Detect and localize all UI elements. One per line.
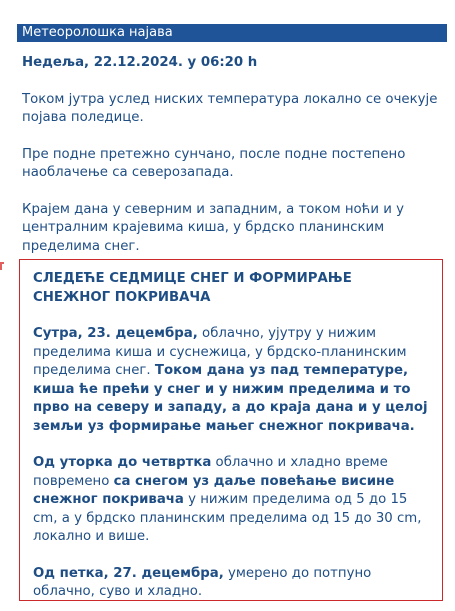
forecast-paragraph: Током јутра услед ниских температура локално се очекује појава поледице. — [22, 91, 438, 125]
alert-lead: Сутра, 23. децембра, — [33, 326, 198, 341]
alert-text: облачно и хладно време повремено — [33, 455, 388, 489]
alert-title: СЛЕДЕЋЕ СЕДМИЦЕ СНЕГ И ФОРМИРАЊЕ СНЕЖНОГ ПОКРИВАЧА — [33, 271, 352, 305]
forecast-section — [22, 54, 440, 274]
page-header — [17, 24, 447, 42]
alert-emphasis: Током дана уз пад температуре, киша ће прећи у снег и у нижим пределима и то прво на северу и западу, а до краја дана и у целој земљи уз формирање мањег снежног покривача. — [33, 363, 428, 434]
alert-paragraph-midweek — [33, 454, 432, 547]
forecast-paragraph: Пре подне претежно сунчано, после подне постепено наоблачење са северозапада. — [22, 146, 406, 180]
alert-paragraph-tomorrow — [33, 325, 432, 436]
alert-text: умерено до потпуно облачно, суво и хладно. — [33, 565, 372, 599]
alert-text: облачно, ујутру у нижим пределима киша и суснежица, у брдско-планинским пределима снег. — [33, 326, 407, 378]
alert-emphasis: са снегом уз даље повећање висине снежног покривача — [33, 473, 395, 507]
forecast-date: Недеља, 22.12.2024. у 06:20 h — [22, 55, 258, 70]
alert-corner-mark — [0, 262, 4, 270]
alert-box — [19, 259, 443, 601]
alert-text: у нижим пределима од 5 до 15 cm, а у брдско планинским пределима од 15 до 30 cm, локално и више. — [33, 492, 422, 544]
alert-paragraph-friday — [33, 565, 432, 602]
header-title: Метеоролошка најава — [22, 25, 173, 40]
forecast-paragraph: Крајем дана у северним и западним, а током ноћи и у централним крајевима киша, у брдско планинским пределима снег. — [22, 201, 404, 254]
alert-lead: Од уторка до четвртка — [33, 455, 212, 470]
alert-lead: Од петка, 27. децембра, — [33, 565, 224, 581]
